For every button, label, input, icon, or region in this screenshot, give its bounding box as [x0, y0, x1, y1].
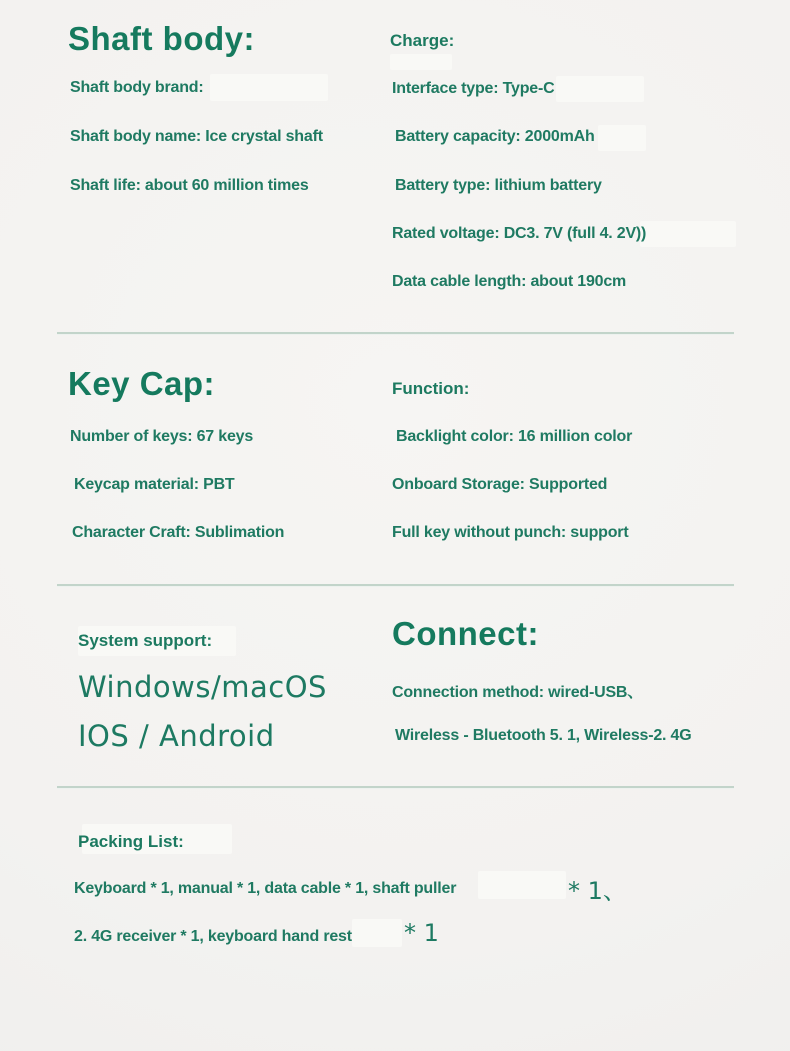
battery-capacity-row: Battery capacity: 2000mAh: [395, 128, 595, 145]
overlay-patch: [478, 871, 566, 899]
overlay-patch: [390, 54, 452, 70]
section-divider: [57, 584, 734, 587]
connect-heading: Connect:: [392, 615, 539, 652]
system-os-line-1: Windows/macOS: [78, 670, 327, 704]
wireless-modes-row: Wireless - Bluetooth 5. 1, Wireless-2. 4G: [395, 727, 692, 744]
charge-heading: Charge:: [390, 31, 455, 50]
connection-method-row: Connection method: wired-USB、: [392, 684, 644, 701]
system-os-line-2: IOS / Android: [78, 719, 275, 753]
character-craft-row: Character Craft: Sublimation: [72, 524, 285, 541]
backlight-color-row: Backlight color: 16 million color: [396, 428, 633, 445]
number-of-keys-row: Number of keys: 67 keys: [70, 428, 254, 445]
shaft-life-row: Shaft life: about 60 million times: [70, 177, 309, 194]
system-support-heading: System support:: [78, 631, 213, 650]
packing-line-2: 2. 4G receiver * 1, keyboard hand rest: [74, 928, 352, 945]
shaft-body-heading: Shaft body:: [68, 20, 255, 57]
shaft-name-row: Shaft body name: Ice crystal shaft: [70, 128, 323, 145]
section-divider: [57, 332, 734, 335]
overlay-patch: [210, 74, 328, 101]
section-divider: [57, 786, 734, 789]
keycap-material-row: Keycap material: PBT: [74, 476, 235, 493]
packing-line-1: Keyboard * 1, manual * 1, data cable * 1, shaft puller: [74, 880, 457, 897]
full-key-rollover-row: Full key without punch: support: [392, 524, 629, 541]
interface-type-row: Interface type: Type-C: [392, 80, 555, 97]
overlay-patch: [640, 221, 736, 247]
overlay-patch: [352, 919, 402, 947]
overlay-patch: [556, 76, 644, 102]
packing-line-1-qty: * 1、: [568, 877, 627, 905]
cable-length-row: Data cable length: about 190cm: [392, 273, 627, 290]
onboard-storage-row: Onboard Storage: Supported: [392, 476, 608, 493]
key-cap-heading: Key Cap:: [68, 365, 216, 402]
packing-list-heading: Packing List:: [78, 832, 184, 851]
packing-line-2-qty: * 1: [404, 919, 439, 947]
overlay-patch: [598, 125, 646, 151]
shaft-brand-row: Shaft body brand:: [70, 79, 204, 96]
rated-voltage-row: Rated voltage: DC3. 7V (full 4. 2V)): [392, 225, 647, 242]
battery-type-row: Battery type: lithium battery: [395, 177, 602, 194]
function-heading: Function:: [392, 379, 470, 398]
